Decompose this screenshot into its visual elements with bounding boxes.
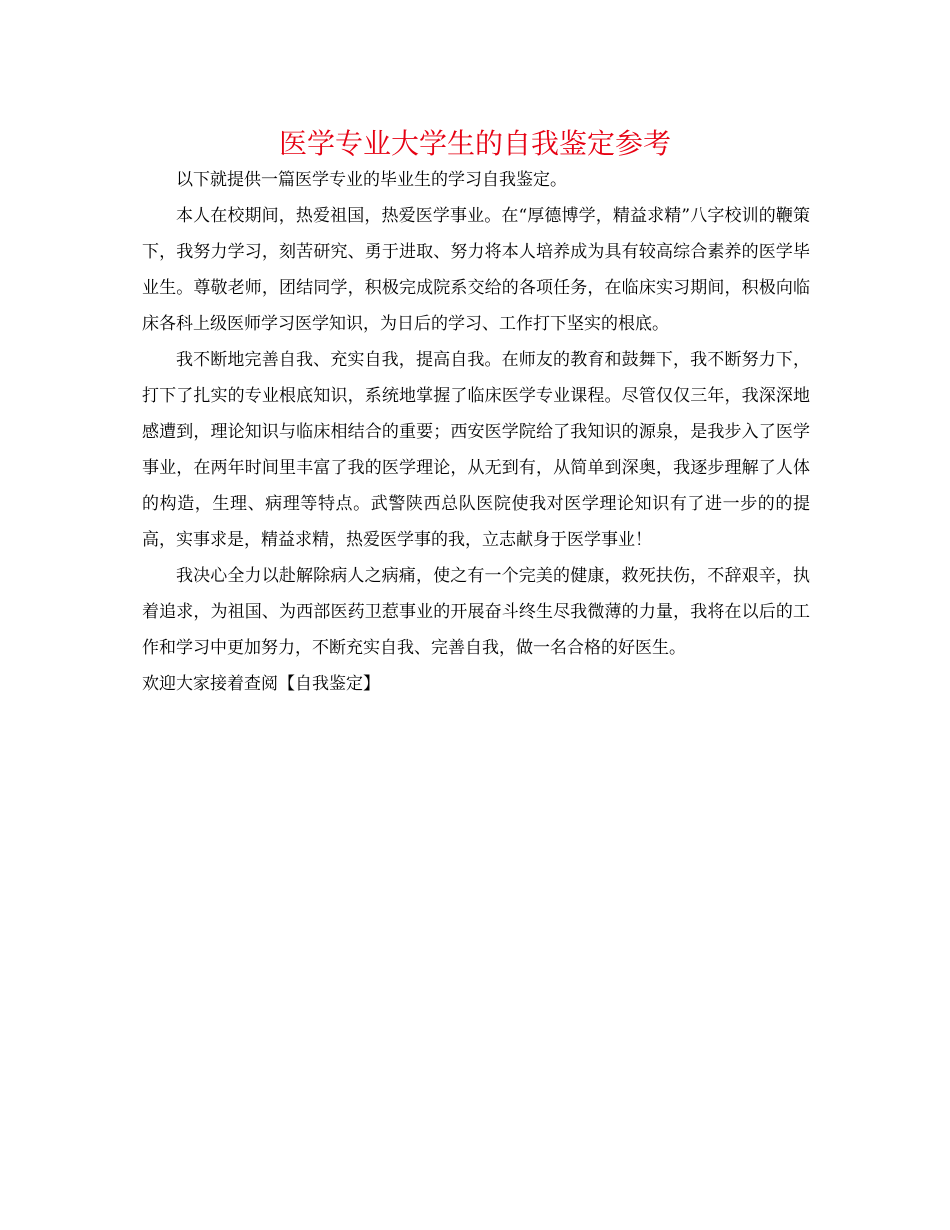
document-body [142,162,810,702]
paragraph-resolve: 我决心全力以赴解除病人之病痛，使之有一个完美的健康，救死扶伤，不辞艰辛，执着追求，为祖国、为西部医药卫惹事业的开展奋斗终生尽我微薄的力量，我将在以后的工作和学习中更加努力，不断充实自我、完善自我，做一名合格的好医生。 [142,566,810,658]
paragraph-growth: 我不断地完善自我、充实自我，提高自我。在师友的教育和鼓舞下，我不断努力下，打下了扎实的专业根底知识，系统地掌握了临床医学专业课程。尽管仅仅三年，我深深地感遭到，理论知识与临床相结合的重要；西安医学院给了我知识的源泉，是我步入了医学事业，在两年时间里丰富了我的医学理论，从无到有，从简单到深奥，我逐步理解了人体的构造，生理、病理等特点。武警陕西总队医院使我对医学理论知识有了进一步的的提高，实事求是，精益求精，热爱医学事的我，立志献身于医学事业！ [142,350,810,550]
paragraph-school: 本人在校期间，热爱祖国，热爱医学事业。在“厚德博学，精益求精”八字校训的鞭策下，我努力学习，刻苦研究、勇于进取、努力将本人培养成为具有较高综合素养的医学毕业生。尊敬老师，团结同学，积极完成院系交给的各项任务，在临床实习期间，积极向临床各科上级医师学习医学知识，为日后的学习、工作打下坚实的根底。 [142,206,810,334]
closing-link-text[interactable]: 欢迎大家接着查阅【自我鉴定】 [142,674,380,694]
document-title: 医学专业大学生的自我鉴定参考 [278,127,671,160]
paragraph-intro: 以下就提供一篇医学专业的毕业生的学习自我鉴定。 [176,170,567,190]
